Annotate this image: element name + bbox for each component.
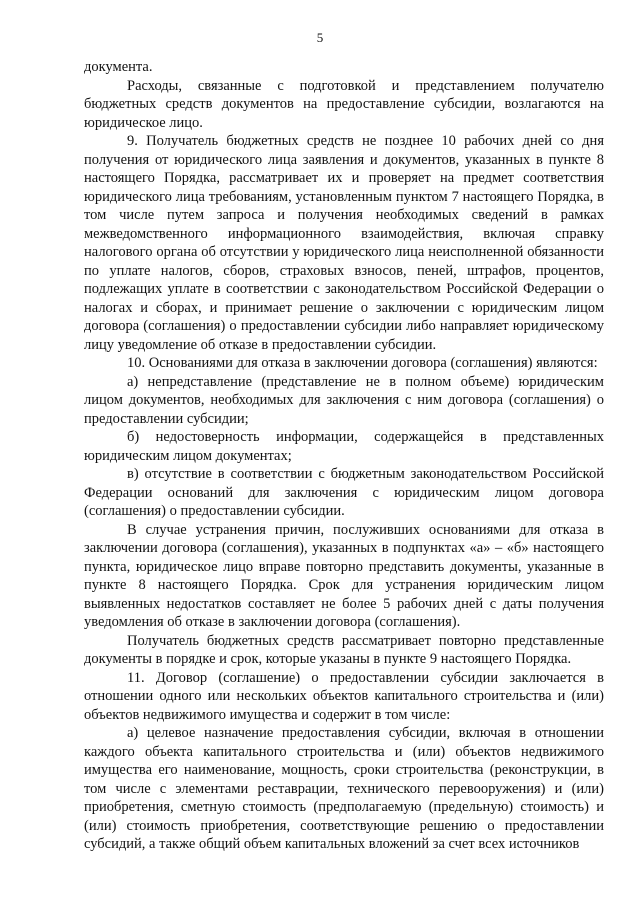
paragraph: 9. Получатель бюджетных средств не позднее 10 рабочих дней со дня получения от юридического лица заявления и документов, указанных в пункте 8 настоящего Порядка, рассматривает их и проверяет на предмет соответствия юридического лица требованиям, установленным пунктом 7 настоящего Порядка, в том числе путем запроса и получения необходимых сведений в рамках межведомственного информационного взаимодействия, включая справку налогового органа об отсутствии у юридического лица неисполненной обязанности по уплате налогов, сборов, страховых взносов, пеней, штрафов, процентов, подлежащих уплате в соответствии с законодательством Российской Федерации о налогах и сборах, и принимает решение о заключении с юридическим лицом договора (соглашения) о предоставлении субсидии либо направляет юридическому лицу уведомление об отказе в предоставлении субсидии. (84, 133, 604, 353)
page-number: 5 (316, 30, 324, 45)
paragraph: 11. Договор (соглашение) о предоставлении субсидии заключается в отношении одного или нескольких объектов капитального строительства и (или) объектов недвижимого имущества и содержит в том числе: (84, 669, 604, 723)
paragraph: Получатель бюджетных средств рассматривает повторно представленные документы в порядке и срок, которые указаны в пункте 9 настоящего Порядка. (84, 632, 604, 667)
paragraph: Расходы, связанные с подготовкой и представлением получателю бюджетных средств документов на предоставление субсидии, возлагаются на юридическое лицо. (84, 77, 604, 131)
paragraph: В случае устранения причин, послуживших основаниями для отказа в заключении договора (соглашения), указанных в подпунктах «а» – «б» настоящего пункта, юридическое лицо вправе повторно представить документы, указанные в пункте 8 настоящего Порядка. Срок для устранения юридическим лицом выявленных недостатков составляет не более 5 рабочих дней с даты получения уведомления об отказе в заключении договора (соглашения). (84, 521, 604, 630)
paragraph: б) недостоверность информации, содержащейся в представленных юридическим лицом документах; (84, 429, 604, 464)
paragraph: документа. (84, 59, 153, 75)
paragraph: в) отсутствие в соответствии с бюджетным законодательством Российской Федерации оснований для заключения с юридическим лицом договора (соглашения) о предоставлении субсидии. (84, 466, 604, 519)
paragraph: а) целевое назначение предоставления субсидии, включая в отношении каждого объекта капитального строительства и (или) объектов недвижимого имущества его наименование, мощность, сроки строительства (реконструкции, в том числе с элементами реставрации, технического перевооружения) и (или) приобретения, сметную стоимость (предполагаемую (предельную) стоимость) и (или) стоимость приобретения, соответствующие решению о предоставлении субсидий, а также общий объем капитальных вложений за счет всех источников (84, 725, 604, 852)
document-body (84, 58, 604, 854)
paragraph: а) непредставление (представление не в полном объеме) юридическим лицом документов, необходимых для заключения с ним договора (соглашения) о предоставлении субсидии; (84, 373, 604, 427)
paragraph: 10. Основаниями для отказа в заключении договора (соглашения) являются: (127, 355, 598, 371)
